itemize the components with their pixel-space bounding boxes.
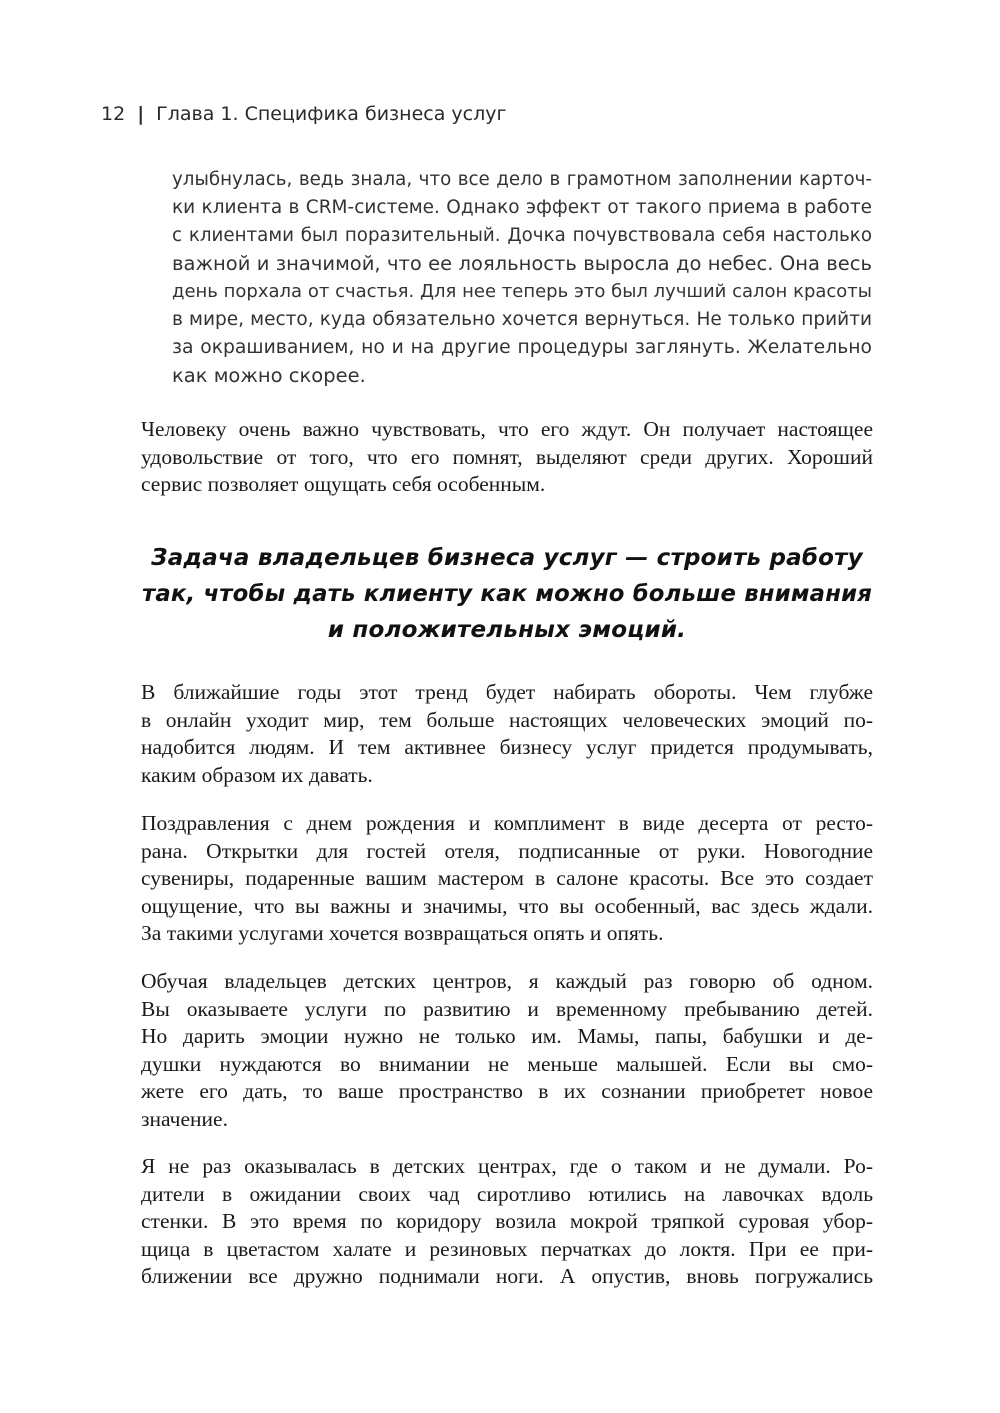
text-line: жете его дать, то ваше пространство в их сознании приобретет новое — [141, 1079, 873, 1104]
text-line: с клиентами был поразительный. Дочка почувствовала себя настолько — [172, 225, 872, 246]
text-line: значение. — [141, 1106, 228, 1131]
text-line: ближении все дружно поднимали ноги. А опустив, вновь погружались — [141, 1264, 873, 1289]
text-line: рана. Открытки для гостей отеля, подписанные от руки. Новогодние — [141, 838, 873, 863]
text-line: Я не раз оказывалась в детских центрах, где о таком и не думали. Ро- — [141, 1154, 873, 1178]
chapter-title: Глава 1. Специфика бизнеса услуг — [156, 103, 507, 125]
text-line: щица в цветастом халате и резиновых перчатках до локтя. При ее при- — [141, 1236, 873, 1261]
text-line: Но дарить эмоции нужно не только им. Мамы, папы, бабушки и де- — [141, 1024, 873, 1049]
paragraph-2 — [141, 679, 873, 789]
text-line: стенки. В это время по коридору возила мокрой тряпкой суровая убор- — [141, 1209, 873, 1234]
paragraph-1 — [141, 416, 873, 499]
paragraph-4 — [141, 968, 873, 1134]
inset-story-text — [172, 166, 872, 390]
text-line: важной и значимой, что ее лояльность выросла до небес. Она весь — [172, 252, 872, 275]
page-number: 12 — [101, 103, 126, 125]
text-line: сервис позволяет ощущать себя особенным. — [141, 472, 546, 497]
text-line: дители в ожидании своих чад сиротливо ютились на лавочках вдоль — [141, 1181, 873, 1206]
text-line: улыбнулась, ведь знала, что все дело в грамотном заполнении карточ- — [172, 169, 872, 190]
quote-line: и положительных эмоций. — [327, 617, 687, 643]
header-separator: | — [137, 103, 145, 125]
quote-line: так, чтобы дать клиенту как можно больше внимания — [141, 581, 873, 607]
text-line: Поздравления с днем рождения и комплимент в виде десерта от ресто- — [141, 811, 873, 835]
text-line: как можно скорее. — [172, 364, 366, 387]
quote-line: Задача владельцев бизнеса услуг — строить работу — [151, 545, 863, 571]
text-line: день порхала от счастья. Для нее теперь это был лучший салон красоты — [172, 281, 872, 302]
text-line: В ближайшие годы этот тренд будет набирать обороты. Чем глубже — [141, 680, 873, 704]
text-line: душки нуждаются во внимании не меньше малышей. Если вы смо- — [141, 1051, 873, 1076]
text-line: за окрашиванием, но и на другие процедуры заглянуть. Желательно — [172, 337, 872, 358]
text-line: в онлайн уходит мир, тем больше настоящих человеческих эмоций по- — [141, 707, 873, 732]
text-line: надобится людям. И тем активнее бизнесу услуг придется продумывать, — [141, 735, 873, 760]
text-line: удовольствие от того, что его помнят, выделяют среди других. Хороший — [141, 444, 873, 469]
text-line: каким образом их давать. — [141, 762, 373, 787]
paragraph-3 — [141, 810, 873, 948]
text-line: сувениры, подаренные вашим мастером в салоне красоты. Все это создает — [141, 866, 873, 891]
running-header — [101, 103, 506, 125]
paragraph-5 — [141, 1153, 873, 1291]
text-line: Вы оказываете услуги по развитию и временному пребыванию детей. — [141, 996, 873, 1021]
text-line: Обучая владельцев детских центров, я каждый раз говорю об одном. — [141, 969, 873, 993]
text-line: Человеку очень важно чувствовать, что его ждут. Он получает настоящее — [141, 417, 873, 441]
text-line: в мире, место, куда обязательно хочется вернуться. Не только прийти — [172, 309, 872, 330]
pull-quote — [141, 540, 873, 648]
text-line: ощущение, что вы важны и значимы, что вы особенный, вас здесь ждали. — [141, 893, 873, 918]
text-line: За такими услугами хочется возвращаться опять и опять. — [141, 921, 664, 946]
text-line: ки клиента в CRM-системе. Однако эффект от такого приема в работе — [172, 197, 872, 218]
